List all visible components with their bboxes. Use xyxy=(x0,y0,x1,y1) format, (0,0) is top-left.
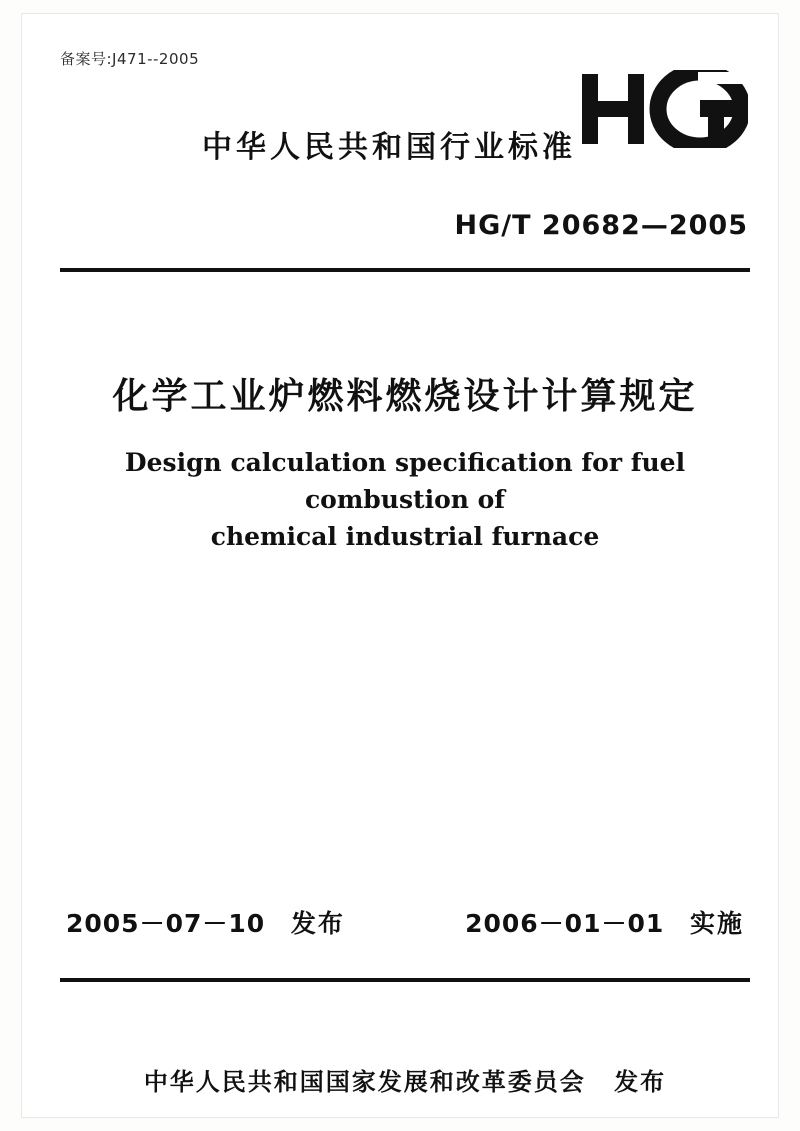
record-number: 备案号:J471--2005 xyxy=(60,50,200,68)
issue-date: 2005－07－10 xyxy=(66,909,266,938)
title-chinese: 化学工业炉燃料燃烧设计计算规定 xyxy=(112,376,698,417)
cover-content xyxy=(60,32,750,1102)
title-english-line2: chemical industrial furnace xyxy=(210,522,600,551)
effective-verb: 实施 xyxy=(689,909,744,938)
issuer-name: 中华人民共和国国家发展和改革委员会 xyxy=(143,1068,586,1096)
standard-code: HG/T 20682—2005 xyxy=(454,210,748,241)
issue-date-block xyxy=(66,904,345,940)
effective-date: 2006－01－01 xyxy=(465,909,665,938)
title-english-line1: Design calculation specification for fuel combustion of xyxy=(124,448,686,514)
divider-top xyxy=(60,268,750,272)
authority-line: 中华人民共和国行业标准 xyxy=(202,130,576,165)
issuer-line xyxy=(60,1062,750,1097)
dates-row xyxy=(60,904,750,940)
cover-sheet xyxy=(22,14,778,1117)
divider-bottom xyxy=(60,978,750,982)
title-english xyxy=(60,444,750,555)
issuer-verb: 发布 xyxy=(614,1068,667,1096)
issue-verb: 发布 xyxy=(290,909,345,938)
hg-logo-icon xyxy=(580,70,748,148)
effective-date-block xyxy=(465,904,744,940)
